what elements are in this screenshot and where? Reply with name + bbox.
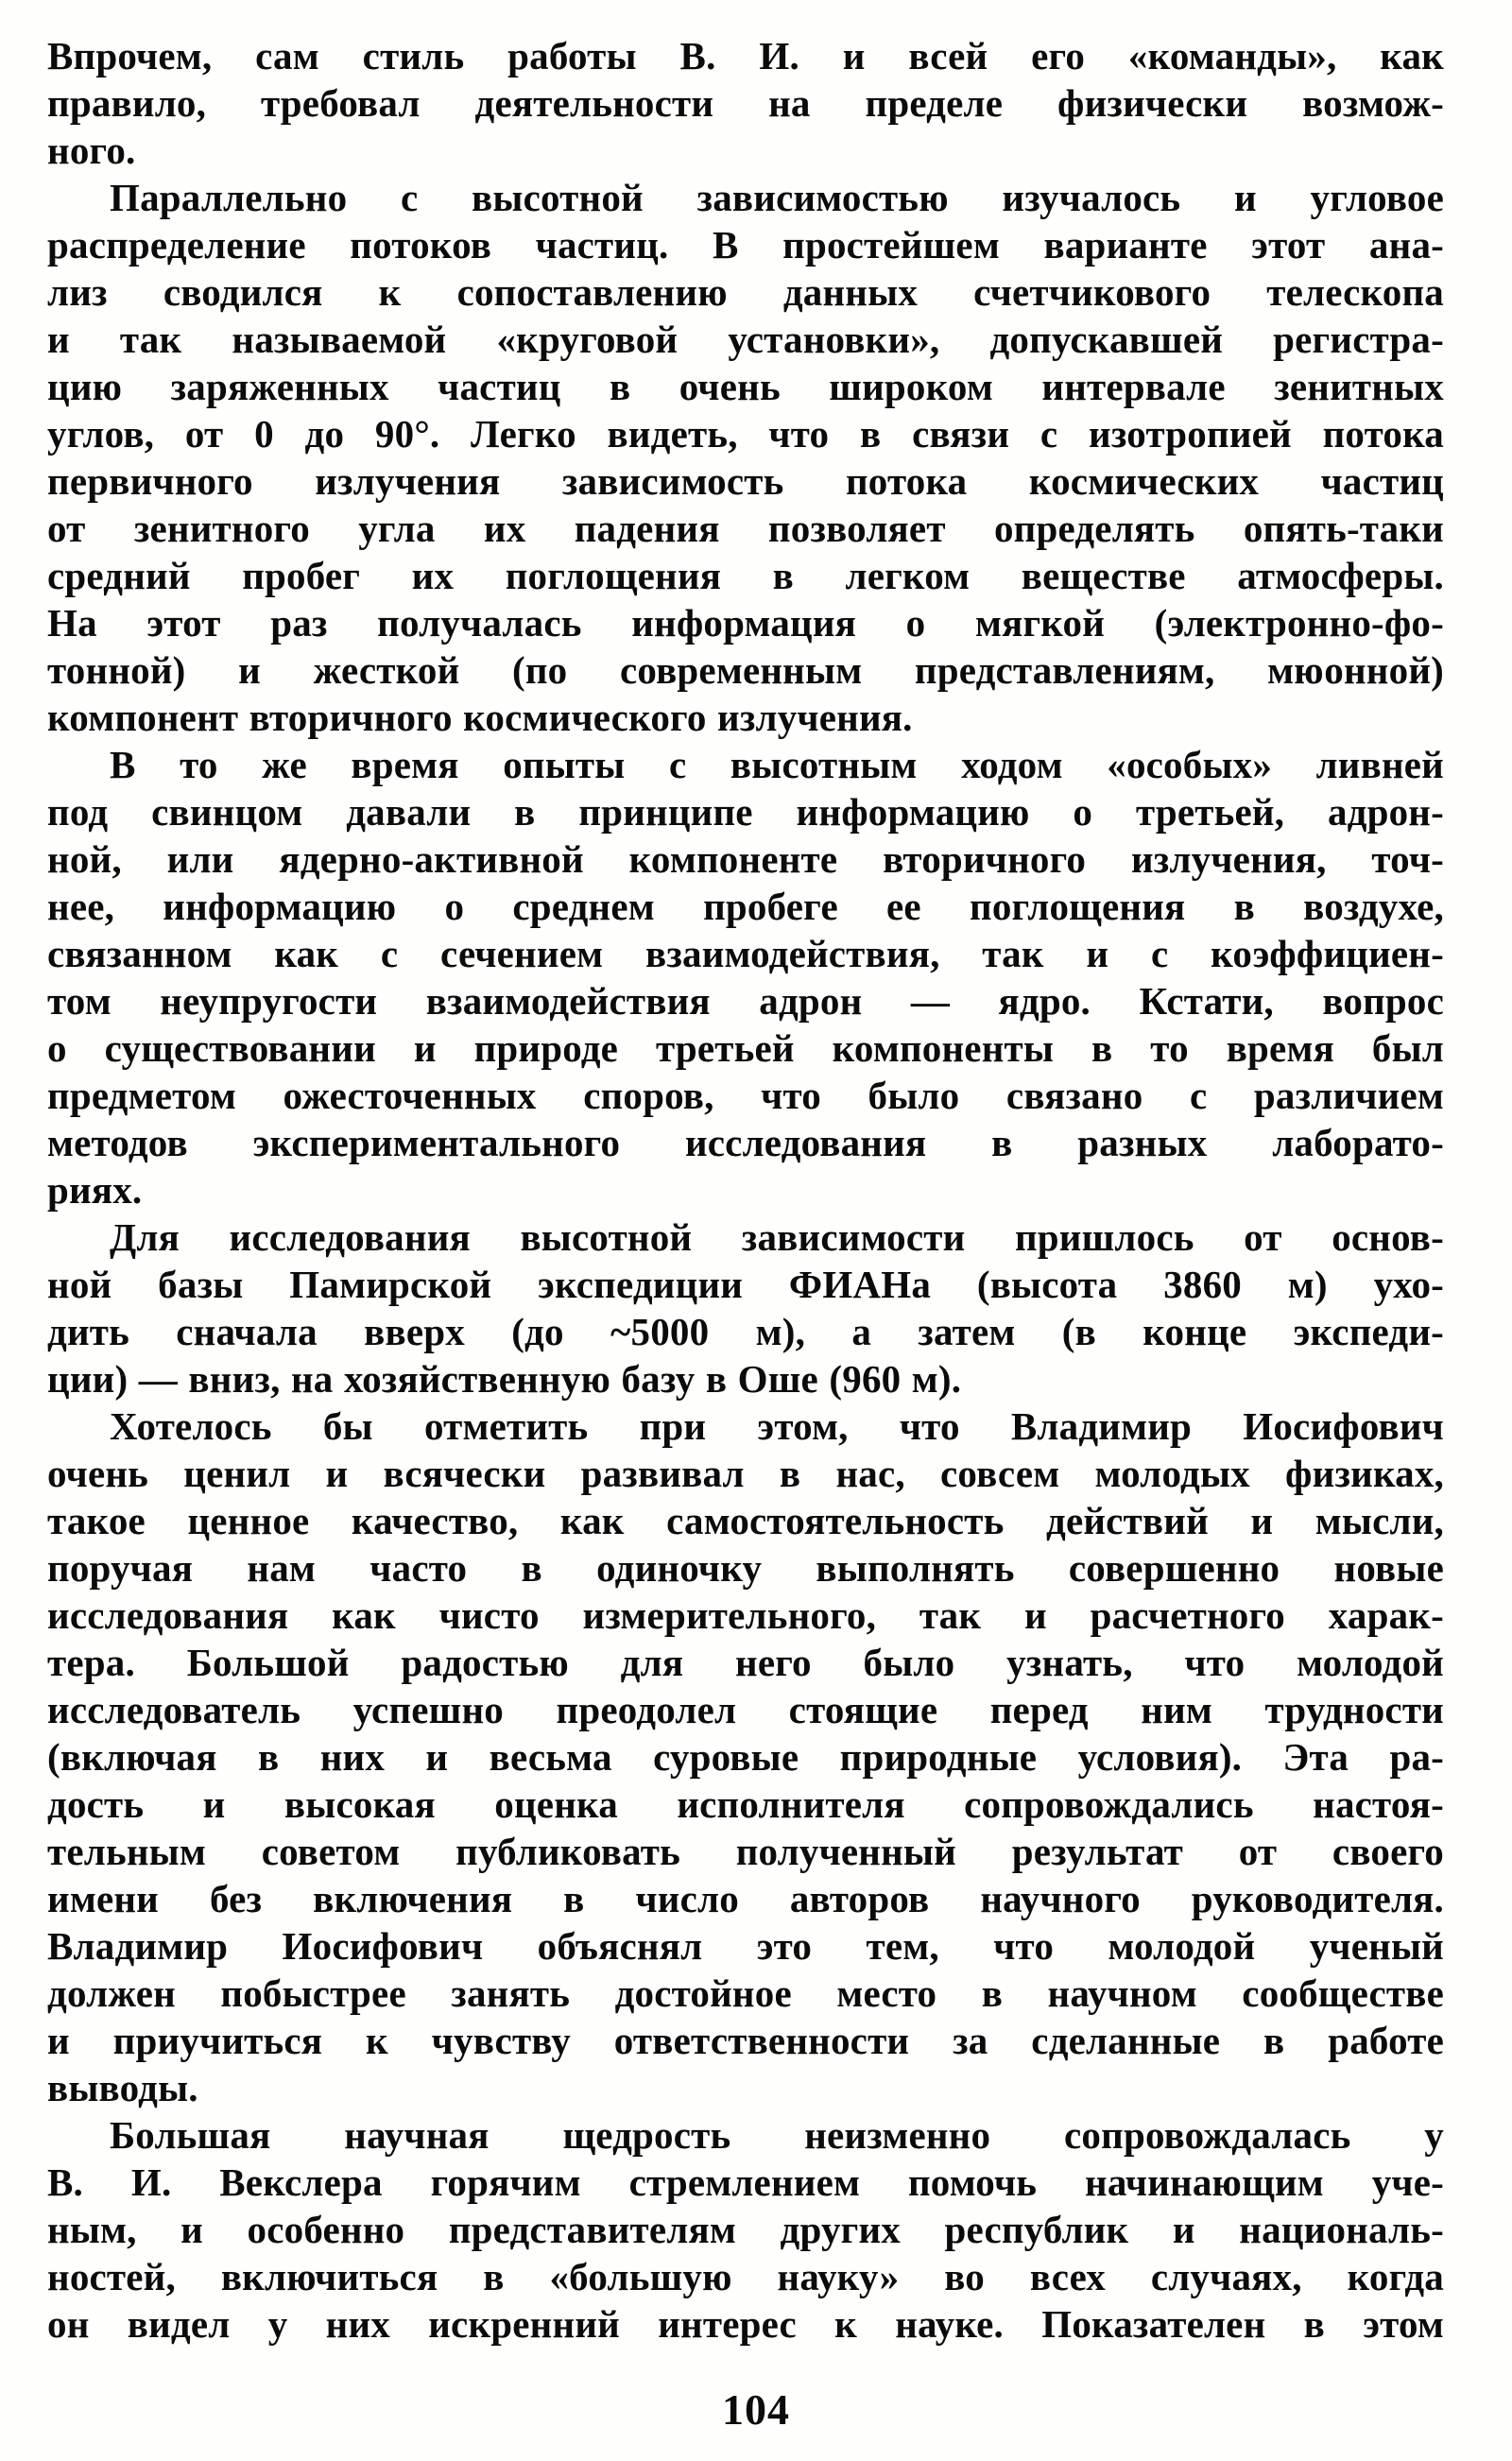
text-line: под свинцом давали в принципе информацию о третьей, адрон- — [47, 790, 1444, 834]
text-line: том неупругости взаимодействия адрон — ядро. Кстати, вопрос — [47, 979, 1444, 1023]
text-line: о существовании и природе третьей компоненты в то время был — [47, 1026, 1444, 1070]
text-line: имени без включения в число авторов научного руководителя. — [47, 1877, 1444, 1920]
paragraph — [47, 741, 1444, 1213]
text-line: В то же время опыты с высотным ходом «особых» ливней — [110, 743, 1444, 786]
text-line: углов, от 0 до 90°. Легко видеть, что в связи с изотропией потока — [47, 412, 1444, 456]
text-line: тера. Большой радостью для него было узнать, что молодой — [47, 1641, 1444, 1684]
text-line: связанном как с сечением взаимодействия, так и с коэффициен- — [47, 932, 1444, 975]
text-line: ной, или ядерно-активной компоненте вторичного излучения, точ- — [47, 837, 1444, 881]
text-line: цию заряженных частиц в очень широком интервале зенитных — [47, 365, 1444, 408]
paragraph — [47, 1403, 1444, 2111]
text-line: Большая научная щедрость неизменно сопровождалась у — [110, 2113, 1444, 2157]
text-line: он видел у них искренний интерес к науке. Показателен в этом — [47, 2302, 1444, 2346]
text-line: дость и высокая оценка исполнителя сопровождались настоя- — [47, 1782, 1444, 1826]
text-line: первичного излучения зависимость потока космических частиц — [47, 459, 1444, 503]
text-line: Для исследования высотной зависимости пришлось от основ- — [110, 1215, 1444, 1259]
text-line: компонент вторичного космического излучения. — [47, 696, 913, 739]
text-line: и приучиться к чувству ответственности за сделанные в работе — [47, 2019, 1444, 2062]
text-line: методов экспериментального исследования в разных лаборато- — [47, 1121, 1444, 1164]
page-footer — [0, 2385, 1512, 2435]
text-line: ции) — вниз, на хозяйственную базу в Оше (960 м). — [47, 1357, 962, 1401]
text-line: На этот раз получалась информация о мягкой (электронно-фо- — [47, 601, 1444, 645]
text-line: выводы. — [47, 2066, 198, 2109]
text-line: от зенитного угла их падения позволяет определять опять-таки — [47, 507, 1444, 550]
text-line: тельным советом публиковать полученный результат от своего — [47, 1830, 1444, 1873]
text-line: исследователь успешно преодолел стоящие перед ним трудности — [47, 1688, 1444, 1731]
text-line: дить сначала вверх (до ~5000 м), а затем (в конце экспеди- — [47, 1310, 1444, 1353]
paragraph — [47, 1213, 1444, 1403]
text-line: должен побыстрее занять достойное место в научном сообществе — [47, 1971, 1444, 2015]
text-line: предметом ожесточенных споров, что было связано с различием — [47, 1074, 1444, 1117]
text-line: Владимир Иосифович объяснял это тем, что молодой ученый — [47, 1924, 1444, 1968]
text-line: Впрочем, сам стиль работы В. И. и всей его «команды», как — [47, 34, 1444, 77]
text-line: В. И. Векслера горячим стремлением помочь начинающим уче- — [47, 2160, 1444, 2204]
text-line: правило, требовал деятельности на пределе физически возмож- — [47, 81, 1444, 125]
text-line: (включая в них и весьма суровые природные условия). Эта ра- — [47, 1735, 1444, 1779]
paragraph — [47, 2111, 1444, 2348]
text-line: и так называемой «круговой установки», допускавшей регистра- — [47, 318, 1444, 361]
text-line: ного. — [47, 129, 136, 172]
text-line: такое ценное качество, как самостоятельность действий и мысли, — [47, 1499, 1444, 1542]
text-line: риях. — [47, 1168, 143, 1212]
paragraph — [47, 174, 1444, 741]
paragraph — [47, 32, 1444, 174]
text-line: Параллельно с высотной зависимостью изучалось и угловое — [110, 176, 1444, 219]
text-line: исследования как чисто измерительного, так и расчетного харак- — [47, 1593, 1444, 1637]
text-line: нее, информацию о среднем пробеге ее поглощения в воздухе, — [47, 885, 1444, 928]
text-line: ным, и особенно представителям других республик и националь- — [47, 2208, 1444, 2251]
text-line: средний пробег их поглощения в легком веществе атмосферы. — [47, 554, 1444, 597]
text-line: поручая нам часто в одиночку выполнять совершенно новые — [47, 1546, 1444, 1590]
text-line: очень ценил и всячески развивал в нас, совсем молодых физиках, — [47, 1452, 1444, 1495]
text-line: Хотелось бы отметить при этом, что Владимир Иосифович — [110, 1404, 1444, 1448]
text-line: тонной) и жесткой (по современным представлениям, мюонной) — [47, 648, 1444, 692]
page-number: 104 — [722, 2385, 790, 2434]
text-line: лиз сводился к сопоставлению данных счетчикового телескопа — [47, 270, 1444, 314]
text-line: ностей, включиться в «большую науку» во всех случаях, когда — [47, 2255, 1444, 2298]
text-line: распределение потоков частиц. В простейшем варианте этот ана- — [47, 223, 1444, 267]
body-text — [47, 32, 1444, 2348]
text-line: ной базы Памирской экспедиции ФИАНа (высота 3860 м) ухо- — [47, 1263, 1444, 1306]
